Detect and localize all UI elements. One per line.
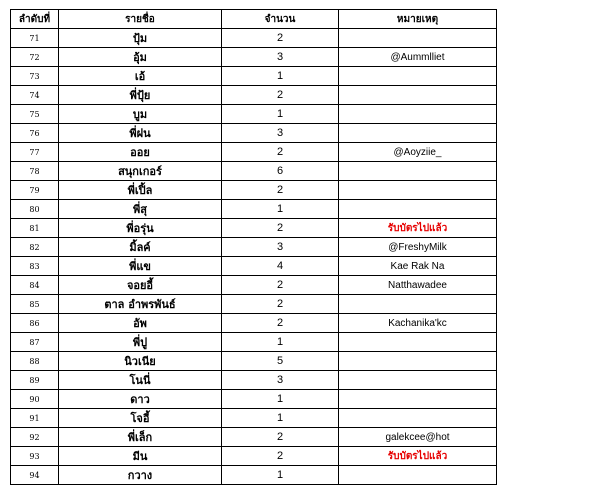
table-row — [11, 143, 497, 162]
order-number-cell: 84 — [11, 276, 59, 295]
note-cell — [339, 295, 497, 314]
note-cell — [339, 352, 497, 371]
table-row — [11, 428, 497, 447]
table-row — [11, 86, 497, 105]
header-quantity: จำนวน — [222, 10, 339, 29]
quantity-cell: 1 — [222, 105, 339, 124]
note-cell — [339, 29, 497, 48]
table-row — [11, 67, 497, 86]
name-cell: โจอี้ — [59, 409, 222, 428]
quantity-cell: 2 — [222, 143, 339, 162]
quantity-cell: 3 — [222, 371, 339, 390]
note-cell: Natthawadee — [339, 276, 497, 295]
table-row — [11, 314, 497, 333]
order-number-cell: 88 — [11, 352, 59, 371]
name-cell: อุ้ม — [59, 48, 222, 67]
order-number-cell: 92 — [11, 428, 59, 447]
order-number-cell: 81 — [11, 219, 59, 238]
quantity-cell: 2 — [222, 276, 339, 295]
ticket-list-table — [10, 9, 497, 485]
order-number-cell: 74 — [11, 86, 59, 105]
table-row — [11, 352, 497, 371]
order-number-cell: 77 — [11, 143, 59, 162]
quantity-cell: 1 — [222, 409, 339, 428]
table-row — [11, 466, 497, 485]
note-cell — [339, 162, 497, 181]
note-cell: Kae Rak Na — [339, 257, 497, 276]
quantity-cell: 6 — [222, 162, 339, 181]
order-number-cell: 73 — [11, 67, 59, 86]
name-cell: นิวเนีย — [59, 352, 222, 371]
table-row — [11, 295, 497, 314]
quantity-cell: 3 — [222, 124, 339, 143]
note-cell: รับบัตรไปแล้ว — [339, 219, 497, 238]
note-cell — [339, 409, 497, 428]
note-cell: galekcee@hot — [339, 428, 497, 447]
name-cell: พี่เปิ้ล — [59, 181, 222, 200]
table-row — [11, 276, 497, 295]
quantity-cell: 2 — [222, 295, 339, 314]
quantity-cell: 1 — [222, 466, 339, 485]
order-number-cell: 87 — [11, 333, 59, 352]
name-cell: บูม — [59, 105, 222, 124]
note-cell: @Aoyziie_ — [339, 143, 497, 162]
quantity-cell: 2 — [222, 447, 339, 466]
table-row — [11, 219, 497, 238]
quantity-cell: 2 — [222, 219, 339, 238]
name-cell: ดาว — [59, 390, 222, 409]
table-body — [11, 29, 497, 485]
order-number-cell: 80 — [11, 200, 59, 219]
note-cell — [339, 390, 497, 409]
note-cell — [339, 105, 497, 124]
table-row — [11, 390, 497, 409]
quantity-cell: 2 — [222, 29, 339, 48]
header-note: หมายเหตุ — [339, 10, 497, 29]
table-row — [11, 181, 497, 200]
order-number-cell: 86 — [11, 314, 59, 333]
table-row — [11, 447, 497, 466]
table-row — [11, 48, 497, 67]
note-cell — [339, 466, 497, 485]
header-order-number: ลำดับที่ — [11, 10, 59, 29]
name-cell: พี่ฝน — [59, 124, 222, 143]
order-number-cell: 89 — [11, 371, 59, 390]
header-name: รายชื่อ — [59, 10, 222, 29]
note-cell — [339, 124, 497, 143]
note-cell: @FreshyMilk — [339, 238, 497, 257]
name-cell: จอยอี้ — [59, 276, 222, 295]
note-cell: @Aummlliet — [339, 48, 497, 67]
quantity-cell: 1 — [222, 200, 339, 219]
note-cell — [339, 181, 497, 200]
note-cell: Kachanika'kc — [339, 314, 497, 333]
name-cell: พี่เล็ก — [59, 428, 222, 447]
table-row — [11, 200, 497, 219]
order-number-cell: 90 — [11, 390, 59, 409]
order-number-cell: 91 — [11, 409, 59, 428]
order-number-cell: 85 — [11, 295, 59, 314]
quantity-cell: 3 — [222, 238, 339, 257]
quantity-cell: 4 — [222, 257, 339, 276]
note-cell — [339, 333, 497, 352]
name-cell: เอ้ — [59, 67, 222, 86]
name-cell: อัพ — [59, 314, 222, 333]
order-number-cell: 75 — [11, 105, 59, 124]
name-cell: โนนี่ — [59, 371, 222, 390]
name-cell: พี่อรุ่น — [59, 219, 222, 238]
table-row — [11, 105, 497, 124]
table-row — [11, 238, 497, 257]
table-row — [11, 257, 497, 276]
quantity-cell: 1 — [222, 333, 339, 352]
note-cell — [339, 86, 497, 105]
order-number-cell: 82 — [11, 238, 59, 257]
table-row — [11, 124, 497, 143]
quantity-cell: 2 — [222, 181, 339, 200]
header-row — [11, 10, 497, 29]
name-cell: ออย — [59, 143, 222, 162]
quantity-cell: 2 — [222, 314, 339, 333]
order-number-cell: 79 — [11, 181, 59, 200]
note-cell: รับบัตรไปแล้ว — [339, 447, 497, 466]
table-row — [11, 409, 497, 428]
table-row — [11, 333, 497, 352]
name-cell: พี่สุ — [59, 200, 222, 219]
quantity-cell: 2 — [222, 428, 339, 447]
name-cell: พี่แข — [59, 257, 222, 276]
order-number-cell: 71 — [11, 29, 59, 48]
note-cell — [339, 200, 497, 219]
name-cell: สนุกเกอร์ — [59, 162, 222, 181]
table-row — [11, 371, 497, 390]
name-cell: พี่ปู — [59, 333, 222, 352]
name-cell: มิ้ลค์ — [59, 238, 222, 257]
quantity-cell: 2 — [222, 86, 339, 105]
name-cell: ปุ้ม — [59, 29, 222, 48]
table-row — [11, 29, 497, 48]
note-cell — [339, 371, 497, 390]
quantity-cell: 1 — [222, 390, 339, 409]
order-number-cell: 93 — [11, 447, 59, 466]
quantity-cell: 3 — [222, 48, 339, 67]
note-cell — [339, 67, 497, 86]
name-cell: กวาง — [59, 466, 222, 485]
name-cell: มีน — [59, 447, 222, 466]
order-number-cell: 78 — [11, 162, 59, 181]
order-number-cell: 72 — [11, 48, 59, 67]
quantity-cell: 1 — [222, 67, 339, 86]
name-cell: ตาล อำพรพันธ์ — [59, 295, 222, 314]
order-number-cell: 76 — [11, 124, 59, 143]
order-number-cell: 83 — [11, 257, 59, 276]
order-number-cell: 94 — [11, 466, 59, 485]
table-row — [11, 162, 497, 181]
table-header — [11, 10, 497, 29]
quantity-cell: 5 — [222, 352, 339, 371]
name-cell: พี่ปุ้ย — [59, 86, 222, 105]
